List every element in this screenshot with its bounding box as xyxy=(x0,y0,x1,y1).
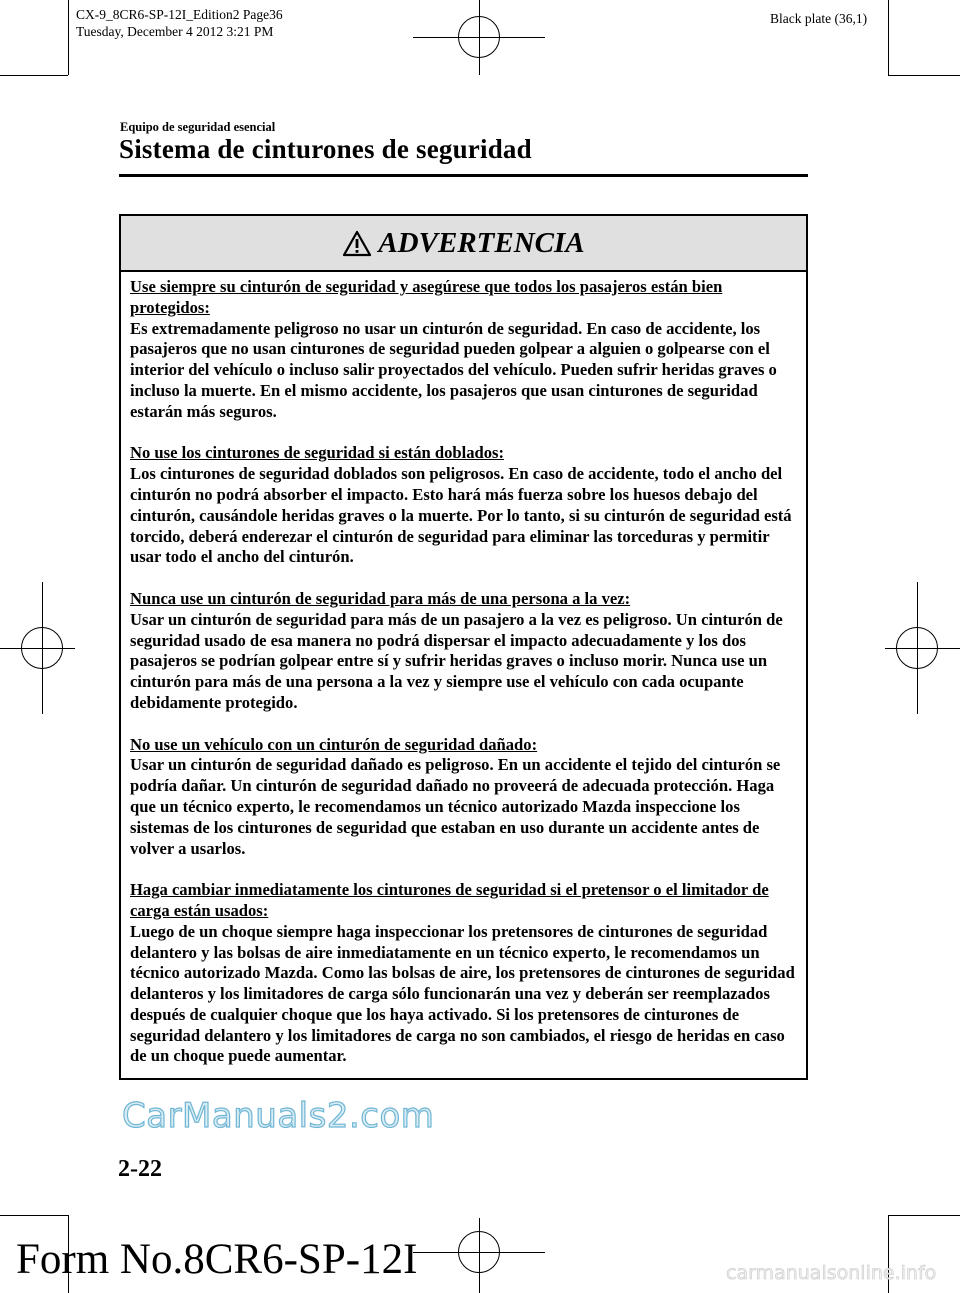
title-rule xyxy=(119,174,808,177)
section-label: Equipo de seguridad esencial xyxy=(120,120,276,134)
warning-paragraph-heading: No use un vehículo con un cinturón de seguridad dañado: xyxy=(130,734,538,754)
warning-paragraph-text: Usar un cinturón de seguridad para más de un pasajero a la vez es peligroso. Un cinturón de seguridad usado de esa manera no podrá dispersar el impacto adecuadamente y los dos pasajeros se podrían golpear entre sí y sufrir heridas graves o incluso morir. Nunca use un cinturón para más de una persona a la vez y siempre use el vehículo con cada ocupante debidamente protegido. xyxy=(130,609,783,712)
warning-paragraph-text: Los cinturones de seguridad doblados son peligrosos. En caso de accidente, todo el ancho del cinturón no podrá absorber el impacto. Esto hará más fuerza sobre los huesos debajo del cinturón, causándole heridas graves o la muerte. Por lo tanto, si su cinturón de seguridad está torcido, deberá enderezar el cinturón de seguridad para eliminar las torceduras y permitir usar todo el ancho del cinturón. xyxy=(130,464,792,567)
page-number: 2-22 xyxy=(118,1156,162,1182)
file-info: CX-9_8CR6-SP-12I_Edition2 Page36 xyxy=(76,7,283,22)
warning-paragraph xyxy=(130,443,798,568)
warning-title: ADVERTENCIA xyxy=(378,226,585,259)
warning-paragraph xyxy=(130,735,798,860)
print-header xyxy=(76,6,283,40)
warning-paragraph-heading: Haga cambiar inmediatamente los cinturones de seguridad si el pretensor o el limitador de carga están usados: xyxy=(130,880,769,920)
watermark-logo: CarManuals2.com xyxy=(122,1096,435,1136)
warning-paragraph-text: Usar un cinturón de seguridad dañado es peligroso. En un accidente el tejido del cinturón se podría dañar. Un cinturón de seguridad dañado no proveerá de adecuada protección. Haga que un técnico experto, le recomendamos un técnico autorizado Mazda inspeccione los sistemas de los cinturones de seguridad que estaban en uso durante un accidente antes de volver a usarlos. xyxy=(130,755,781,858)
form-number: Form No.8CR6-SP-12I xyxy=(16,1236,418,1283)
warning-paragraph-text: Es extremadamente peligroso no usar un cinturón de seguridad. En caso de accidente, los pasajeros que no usan cinturones de seguridad pueden golpear a alguien o golpearse con el interior del vehículo o incluso salir proyectados del vehículo. Pueden sufrir heridas graves o incluso la muerte. En el mismo accidente, los pasajeros que usan cinturones de seguridad estarán más seguros. xyxy=(130,318,777,421)
warning-paragraph xyxy=(130,277,798,423)
warning-paragraph-heading: No use los cinturones de seguridad si están doblados: xyxy=(130,443,505,463)
page-title: Sistema de cinturones de seguridad xyxy=(119,134,532,164)
warning-box xyxy=(119,214,808,1080)
warning-paragraph xyxy=(130,589,798,714)
warning-paragraph xyxy=(130,880,798,1067)
warning-header xyxy=(121,216,806,272)
warning-paragraph-text: Luego de un choque siempre haga inspeccionar los pretensores de cinturones de seguridad delantero y las bolsas de aire inmediatamente en un técnico experto, le recomendamos un técnico autorizado Mazda. Como las bolsas de aire, los pretensores de cinturones de seguridad delanteros y los limitadores de carga sólo funcionarán una vez y deberán ser reemplazados después de cualquier choque que los haya activado. Si los pretensores de cinturones de seguridad delantero y los limitadores de carga no son cambiados, el riesgo de heridas en caso de un choque puede aumentar. xyxy=(130,921,795,1066)
plate-info: Black plate (36,1) xyxy=(770,11,868,26)
warning-paragraph-heading: Use siempre su cinturón de seguridad y asegúrese que todos los pasajeros están bien protegidos: xyxy=(130,277,723,317)
warning-paragraph-heading: Nunca use un cinturón de seguridad para más de una persona a la vez: xyxy=(130,588,631,608)
print-timestamp: Tuesday, December 4 2012 3:21 PM xyxy=(76,24,274,39)
warning-triangle-icon xyxy=(342,230,372,257)
warning-body xyxy=(121,272,806,1067)
footer-site-watermark: carmanualsonline.info xyxy=(726,1262,937,1284)
